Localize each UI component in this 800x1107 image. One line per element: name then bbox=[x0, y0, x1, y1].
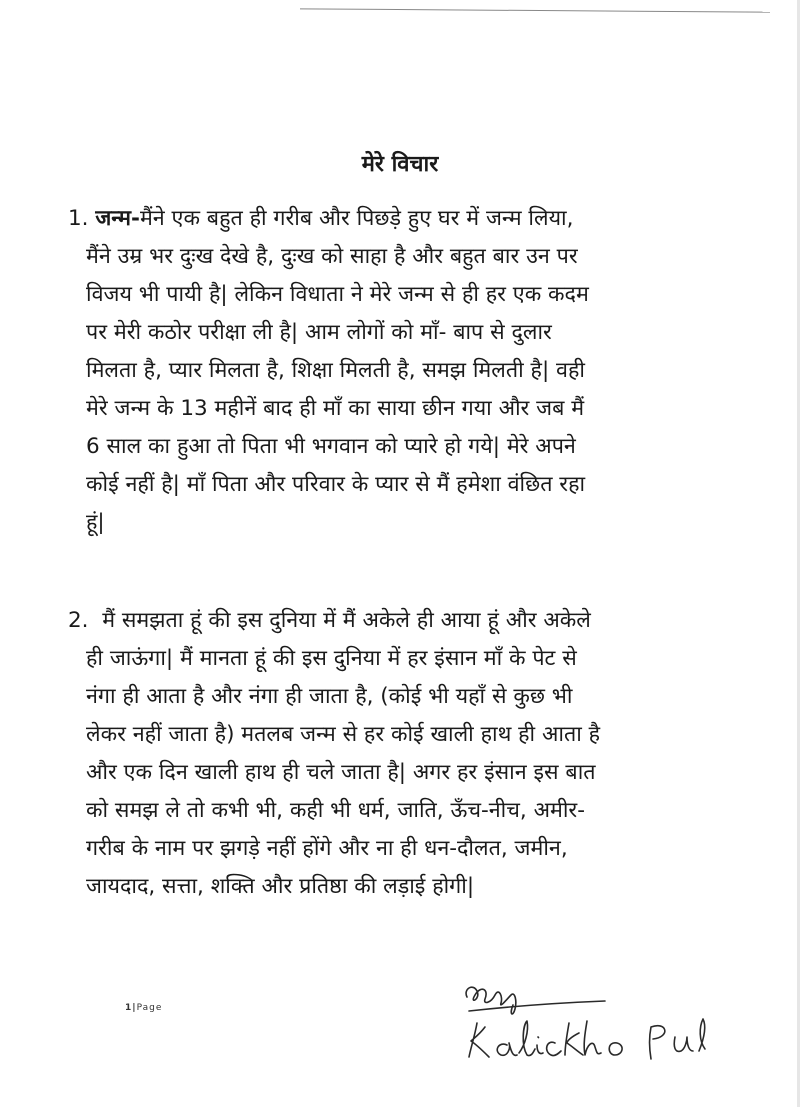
paragraph-line: मेरे जन्म के 13 महीनें बाद ही माँ का साया छीन गया और जब मैं bbox=[86, 396, 585, 421]
paragraph-line: कोई नहीं है| माँ पिता और परिवार के प्यार से मैं हमेशा वंछित रहा bbox=[86, 472, 586, 497]
handwritten-signature bbox=[455, 975, 715, 1070]
page-footer bbox=[125, 1003, 162, 1013]
signature-u-stroke bbox=[674, 1037, 693, 1051]
paragraph-line-text: मैंने एक बहुत ही गरीब और पिछड़े हुए घर में जन्म लिया, bbox=[139, 206, 574, 231]
page-title: मेरे विचार bbox=[361, 152, 439, 177]
paragraph-line: विजय भी पायी है| लेकिन विधाता ने मेरे जन्म से ही हर एक कदम bbox=[86, 282, 589, 307]
paragraph-line: नंगा ही आता है और नंगा ही जाता है, (कोई भी यहाँ से कुछ भी bbox=[86, 684, 573, 709]
paragraph-line: जायदाद, सत्ता, शक्ति और प्रतिष्ठा की लड़ाई होगी| bbox=[86, 874, 475, 899]
paragraph-line: 6 साल का हुआ तो पिता भी भगवान को प्यारे हो गये| मेरे अपने bbox=[86, 434, 576, 459]
paragraph-number: 1. bbox=[68, 206, 89, 231]
signature-i-stroke bbox=[537, 1037, 543, 1054]
paragraph-line: ही जाऊंगा| मैं मानता हूं की इस दुनिया में हर इंसान माँ के पेट से bbox=[86, 646, 577, 671]
paragraph-line: को समझ ले तो कभी भी, कही भी धर्म, जाति, ऊँच-नीच, अमीर- bbox=[86, 798, 585, 823]
paragraph-number: 2. bbox=[68, 608, 89, 633]
page-number: 1 bbox=[125, 1003, 133, 1013]
signature-kh-stroke bbox=[565, 1021, 601, 1055]
paragraph-line: लेकर नहीं जाता है) मतलब जन्म से हर कोई खाली हाथ ही आता है bbox=[86, 722, 601, 747]
page-separator: | bbox=[132, 1003, 137, 1013]
signature-k-stroke bbox=[469, 1023, 489, 1057]
paragraph-line: और एक दिन खाली हाथ ही चले जाता है| अगर हर इंसान इस बात bbox=[86, 760, 596, 785]
signature-o-stroke bbox=[609, 1043, 622, 1055]
signature-l-stroke bbox=[519, 1021, 535, 1056]
signature-underline-stroke bbox=[469, 1001, 605, 1011]
paragraph-1 bbox=[68, 200, 758, 542]
signature-p-stroke bbox=[650, 1026, 665, 1059]
signature-a-stroke bbox=[497, 1043, 517, 1055]
paragraph-line: हूं| bbox=[86, 510, 105, 535]
page-label: Page bbox=[136, 1003, 163, 1013]
signature-l2-stroke bbox=[699, 1019, 705, 1051]
paragraph-line: गरीब के नाम पर झगड़े नहीं होंगे और ना ही धन-दौलत, जमीन, bbox=[86, 836, 568, 861]
paragraph-line: मिलता है, प्यार मिलता है, शिक्षा मिलती है, समझ मिलती है| वही bbox=[86, 358, 585, 383]
paragraph-2 bbox=[68, 602, 758, 906]
paragraph-line bbox=[68, 200, 758, 238]
paragraph-line bbox=[68, 602, 758, 640]
paragraph-heading: जन्म- bbox=[95, 206, 140, 231]
signature-c-stroke bbox=[547, 1042, 561, 1055]
paragraph-line: पर मेरी कठोर परीक्षा ली है| आम लोगों को माँ- बाप से दुलार bbox=[86, 320, 552, 345]
paragraph-line: मैंने उम्र भर दुःख देखे है, दुःख को साहा है और बहुत बार उन पर bbox=[86, 244, 578, 269]
paragraph-line-text: मैं समझता हूं की इस दुनिया में मैं अकेले ही आया हूं और अकेले bbox=[102, 608, 591, 633]
